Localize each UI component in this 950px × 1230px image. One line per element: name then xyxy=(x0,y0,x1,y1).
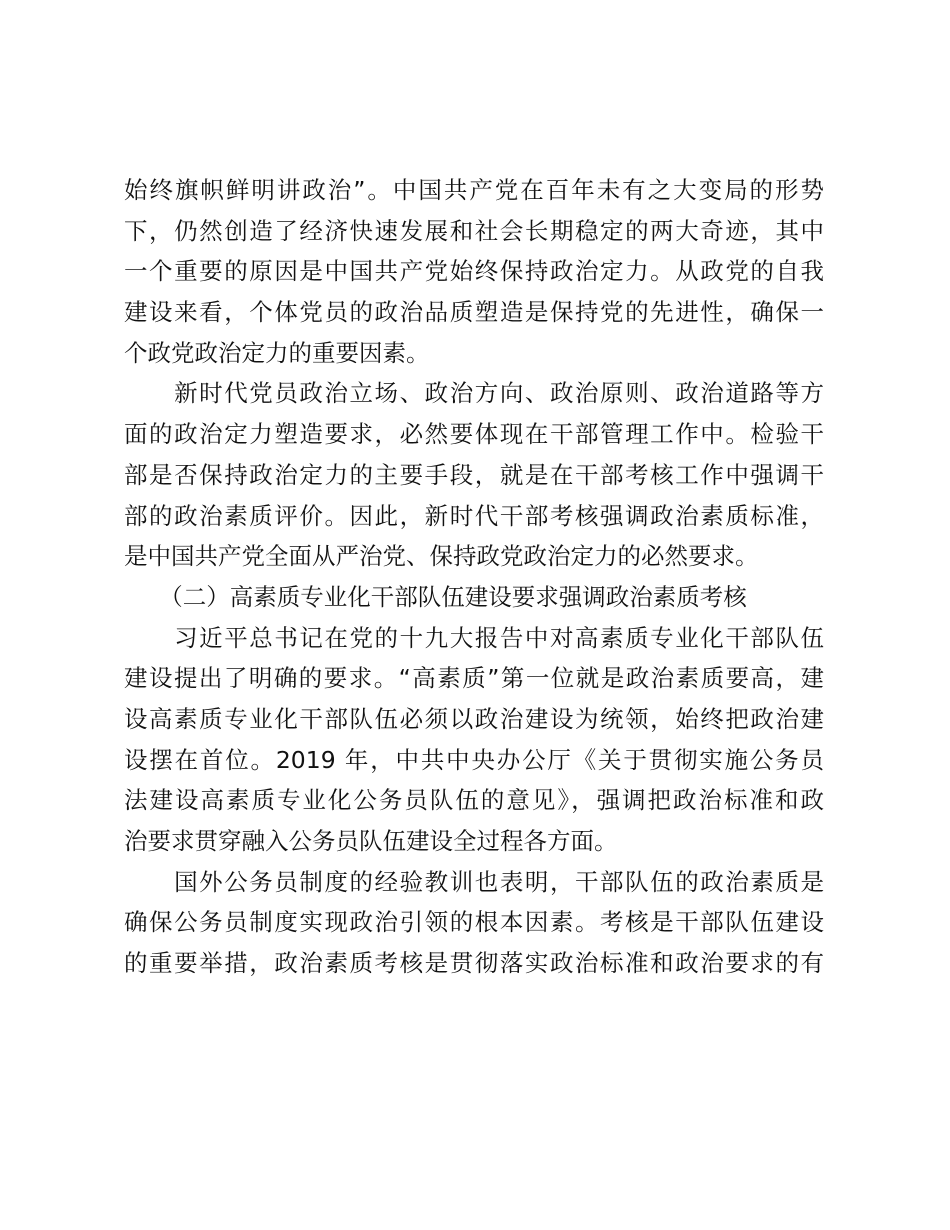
body-text xyxy=(124,170,824,984)
text-line: 下，仍然创造了经济快速发展和社会长期稳定的两大奇迹，其中 xyxy=(124,216,824,245)
text-line: 设摆在首位。2019 年，中共中央办公厅《关于贯彻实施公务员 xyxy=(124,745,824,774)
text-line: 治要求贯穿融入公务员队伍建设全过程各方面。 xyxy=(124,827,618,855)
text-line: 建设提出了明确的要求。“高素质”第一位就是政治素质要高，建 xyxy=(124,664,824,693)
text-line: 是中国共产党全面从严治党、保持政党政治定力的必然要求。 xyxy=(124,542,759,571)
text-line: 建设来看，个体党员的政治品质塑造是保持党的先进性，确保一 xyxy=(124,298,824,327)
text-line: 的重要举措，政治素质考核是贯彻落实政治标准和政治要求的有 xyxy=(124,949,824,978)
text-line: 法建设高素质专业化公务员队伍的意见》，强调把政治标准和政 xyxy=(124,786,824,815)
text-line: 一个重要的原因是中国共产党始终保持政治定力。从政党的自我 xyxy=(124,257,824,286)
text-line: 始终旗帜鲜明讲政治”。中国共产党在百年未有之大变局的形势 xyxy=(124,176,824,204)
text-line: 个政党政治定力的重要因素。 xyxy=(124,338,430,367)
text-line: 部是否保持政治定力的主要手段，就是在干部考核工作中强调干 xyxy=(124,460,824,489)
text-line: 部的政治素质评价。因此，新时代干部考核强调政治素质标准， xyxy=(124,501,824,530)
text-line: 面的政治定力塑造要求，必然要体现在干部管理工作中。检验干 xyxy=(124,420,824,449)
text-line: 国外公务员制度的经验教训也表明，干部队伍的政治素质是 xyxy=(124,867,824,896)
text-line: 设高素质专业化干部队伍必须以政治建设为统领，始终把政治建 xyxy=(124,704,824,733)
section-heading: （二）高素质专业化干部队伍建设要求强调政治素质考核 xyxy=(124,582,747,611)
text-line: 确保公务员制度实现政治引领的根本因素。考核是干部队伍建设 xyxy=(124,908,824,937)
text-line: 新时代党员政治立场、政治方向、政治原则、政治道路等方 xyxy=(124,379,824,408)
text-line: 习近平总书记在党的十九大报告中对高素质专业化干部队伍 xyxy=(124,623,824,652)
